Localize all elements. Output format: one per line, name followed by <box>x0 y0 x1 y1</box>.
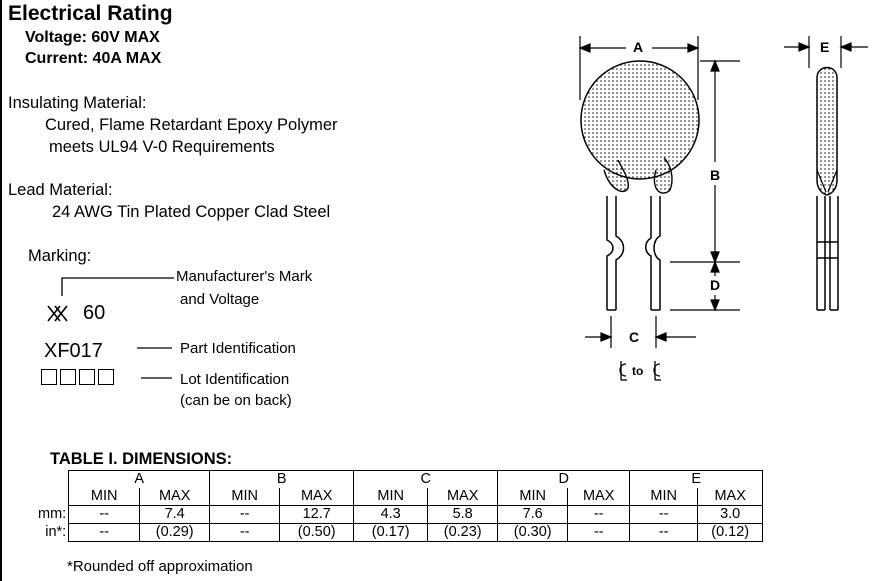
group-header: C <box>354 471 498 489</box>
disc-body-front <box>581 61 699 193</box>
subheader-cell: MAX <box>140 488 210 506</box>
table-cell: -- <box>210 524 280 542</box>
table-cell: 5.8 <box>428 506 498 524</box>
table-title: TABLE I. DIMENSIONS: <box>50 450 233 468</box>
c-to-c-label: to <box>632 364 644 378</box>
insulating-line2: meets UL94 V-0 Requirements <box>49 138 275 156</box>
lot-box <box>98 369 114 385</box>
lot-box <box>60 369 76 385</box>
table-cell: 7.4 <box>140 506 210 524</box>
lead-line1: 24 AWG Tin Plated Copper Clad Steel <box>52 203 331 221</box>
subheader-cell: MIN <box>69 488 140 506</box>
dim-label-c: C <box>629 329 640 345</box>
dimensions-table <box>38 470 763 542</box>
group-header: E <box>630 471 763 489</box>
row-label: in*: <box>45 524 67 540</box>
subheader-cell: MAX <box>698 488 763 506</box>
table-footnote: *Rounded off approximation <box>67 558 253 575</box>
manufacturer-logo-icon <box>46 304 76 324</box>
table-cell: (0.17) <box>354 524 428 542</box>
leads-side <box>817 196 838 310</box>
lot-box <box>79 369 95 385</box>
lot-box <box>41 369 57 385</box>
subheader-cell: MAX <box>568 488 630 506</box>
table-cell: 4.3 <box>354 506 428 524</box>
subheader-cell: MIN <box>498 488 568 506</box>
table-cell: -- <box>630 506 698 524</box>
subheader-row <box>38 488 763 506</box>
subheader-cell: MIN <box>210 488 280 506</box>
group-header: D <box>498 471 630 489</box>
mark-desc-line2: and Voltage <box>180 291 260 308</box>
rating-voltage: Voltage: 60V MAX <box>25 29 160 46</box>
table-cell: (0.23) <box>428 524 498 542</box>
part-id: XF017 <box>44 340 103 362</box>
voltage-mark: 60 <box>83 302 106 324</box>
subheader-cell: MIN <box>354 488 428 506</box>
table-cell: -- <box>69 506 140 524</box>
table-cell: -- <box>568 506 630 524</box>
subheader-cell: MIN <box>630 488 698 506</box>
mark-desc-line1: Manufacturer's Mark <box>176 268 313 285</box>
dim-label-d: D <box>710 277 721 293</box>
table-cell: (0.12) <box>698 524 763 542</box>
lot-id-boxes <box>41 369 114 385</box>
table-row <box>38 506 763 524</box>
rating-current: Current: 40A MAX <box>25 50 162 67</box>
table-cell: -- <box>568 524 630 542</box>
component-drawing <box>560 20 872 400</box>
group-header-row <box>38 471 763 489</box>
dim-label-b: B <box>710 167 721 183</box>
table-cell: 3.0 <box>698 506 763 524</box>
group-header: A <box>69 471 210 489</box>
table-cell: (0.30) <box>498 524 568 542</box>
table-cell: (0.29) <box>140 524 210 542</box>
subheader-cell: MAX <box>428 488 498 506</box>
dim-label-a: A <box>633 39 644 55</box>
rating-title: Electrical Rating <box>8 2 173 25</box>
insulating-label: Insulating Material: <box>8 94 147 112</box>
dimension-c <box>585 316 696 348</box>
table-row <box>38 524 763 542</box>
disc-body-side <box>817 68 837 196</box>
dim-label-e: E <box>820 39 830 55</box>
lead-label: Lead Material: <box>8 181 113 199</box>
insulating-line1: Cured, Flame Retardant Epoxy Polymer <box>45 116 338 134</box>
lot-label-line1: Lot Identification <box>180 371 290 388</box>
lot-label-line2: (can be on back) <box>180 392 292 409</box>
marking-label: Marking: <box>28 247 92 265</box>
table-cell: 7.6 <box>498 506 568 524</box>
part-id-label: Part Identification <box>180 340 296 357</box>
table-cell: 12.7 <box>280 506 354 524</box>
group-header: B <box>210 471 354 489</box>
row-label: mm: <box>38 506 67 522</box>
dimension-d <box>670 262 740 310</box>
table-cell: -- <box>210 506 280 524</box>
table-cell: (0.50) <box>280 524 354 542</box>
subheader-cell: MAX <box>280 488 354 506</box>
table-cell: -- <box>630 524 698 542</box>
leads-front <box>607 196 660 310</box>
table-cell: -- <box>69 524 140 542</box>
